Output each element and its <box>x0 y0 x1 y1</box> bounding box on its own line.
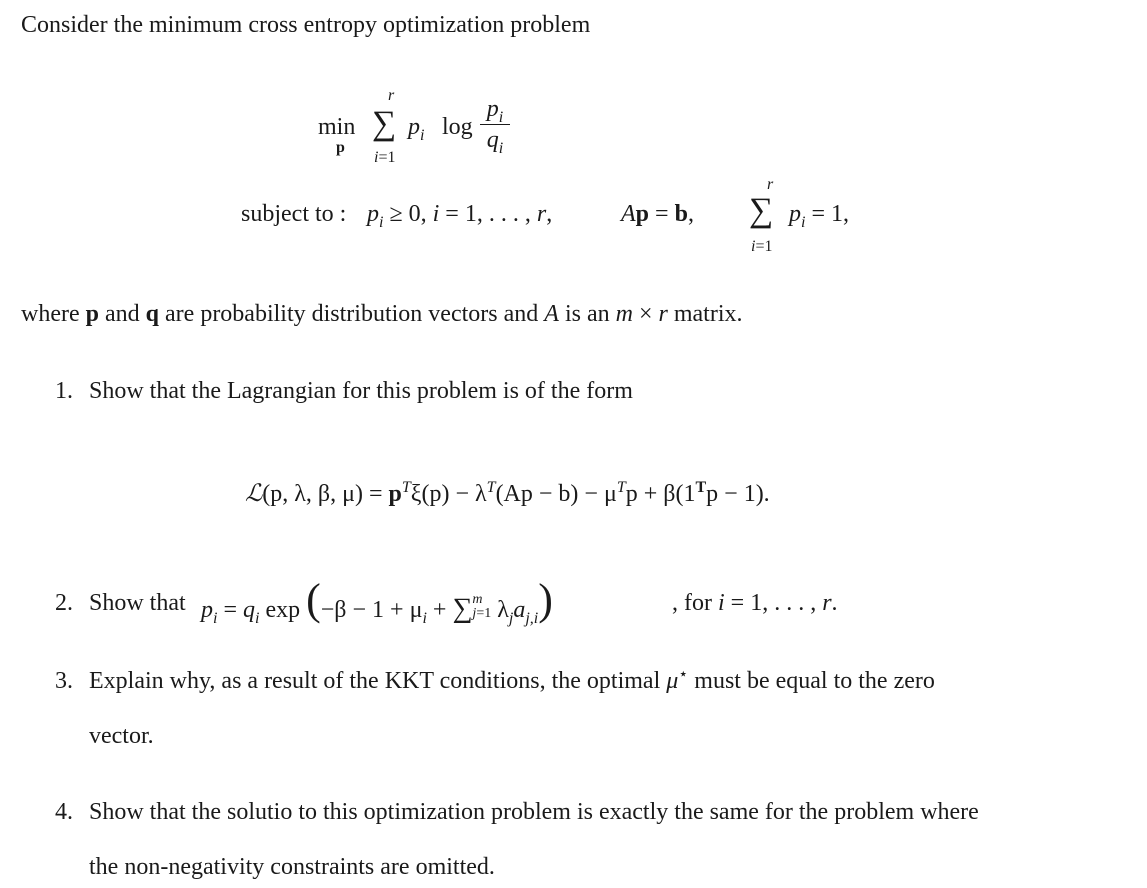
pi-formula: $p_i = q_i$ $\exp (-\beta - 1 + \mu_i$ + ∑ m j=1 $\lambda_ja_{j,i}$) <box>201 575 553 627</box>
right-paren: ) <box>538 575 553 624</box>
left-paren: ( <box>306 575 321 624</box>
constraint-sum-symbol: ∑ <box>749 192 774 229</box>
constraint-sum-lower-limit: i=1 <box>751 238 773 255</box>
constraint-normalization: $p_i = 1$, <box>789 201 849 231</box>
sum-lower-limit: i=1 <box>374 149 396 166</box>
objective-term: $p_i$ <box>408 114 425 144</box>
mu-star-symbol: μ <box>666 668 679 694</box>
objective-equation <box>318 87 538 167</box>
item-3-line-2: vector. <box>89 723 154 749</box>
sum-upper-limit: r <box>388 87 395 104</box>
item-4-line-1: Show that the solutio to this optimization problem is exactly the same for the problem where <box>89 799 979 825</box>
min-variable: p <box>336 139 345 156</box>
constraint-sum-upper-limit: r <box>767 176 774 193</box>
objective-fraction: $p_i$ $q_i$ <box>480 97 510 152</box>
where-text: where p and q are probability distribution vectors and A is an m × r matrix. <box>21 301 743 327</box>
item-1-number: 1. <box>55 378 73 404</box>
item-2-tail: , for i = 1, . . . , r. <box>672 590 838 616</box>
item-2-number: 2. <box>55 590 73 616</box>
item-4-number: 4. <box>55 799 73 825</box>
item-1-text: Show that the Lagrangian for this problem is of the form <box>89 378 633 404</box>
min-operator: min <box>318 114 356 140</box>
constraint-nonnegativity: $p_i \ge 0$, i = 1, . . . , r, <box>367 201 553 231</box>
item-3-number: 3. <box>55 668 73 694</box>
constraints-equation <box>241 172 901 262</box>
lagrangian-equation: ℒ(p, λ, β, $\mu) = p^T\xi(p) - \lambda^T(Ap - b) - \mu^Tp + \beta(1^Tp - 1)$. <box>245 479 770 507</box>
subject-to-label: subject to : <box>241 201 347 227</box>
constraint-linear: Ap = b, <box>621 201 694 227</box>
sum-symbol: ∑ <box>372 105 397 142</box>
log-operator: log <box>442 114 473 140</box>
item-2-text: Show that <box>89 590 186 616</box>
item-3-line-1: Explain why, as a result of the KKT conditions, the optimal μ⋆ must be equal to the zero <box>89 666 935 694</box>
item-4-line-2: the non-negativity constraints are omitted. <box>89 854 495 880</box>
intro-text: Consider the minimum cross entropy optimization problem <box>21 12 591 38</box>
